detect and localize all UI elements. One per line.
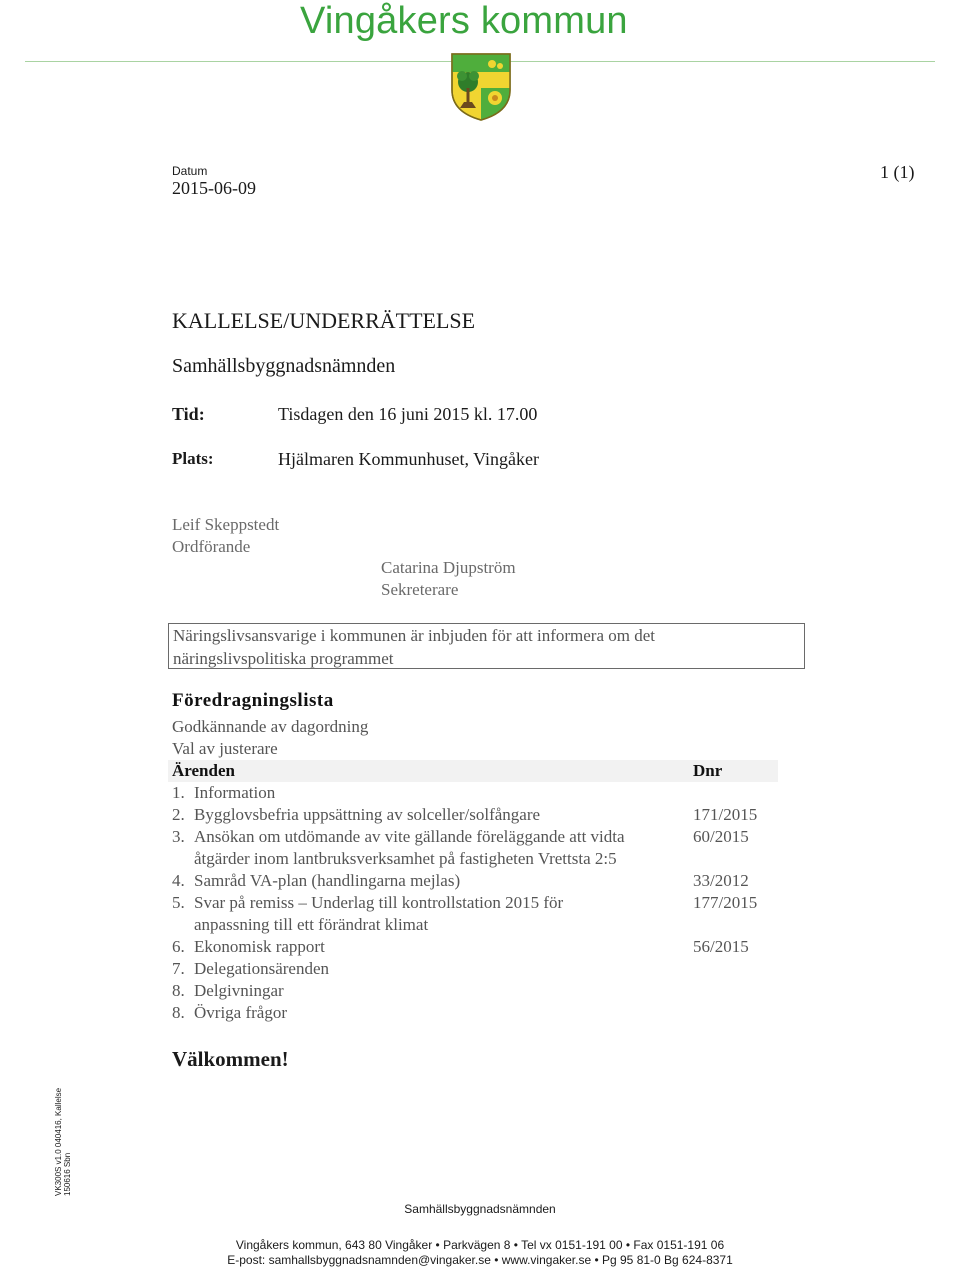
secretary-name: Catarina Djupström bbox=[381, 558, 516, 577]
agenda-item bbox=[172, 870, 778, 892]
item-text: Samråd VA-plan (handlingarna mejlas) bbox=[194, 871, 461, 890]
agenda bbox=[172, 690, 778, 1024]
dnr-column-header: Dnr bbox=[693, 761, 723, 780]
closing-greeting: Välkommen! bbox=[172, 1047, 289, 1071]
date-label: Datum bbox=[172, 164, 208, 178]
item-number: 8. bbox=[172, 1003, 185, 1022]
item-dnr: 177/2015 bbox=[693, 893, 758, 912]
item-number: 8. bbox=[172, 981, 185, 1000]
document-date: 2015-06-09 bbox=[172, 178, 256, 198]
document-template-code bbox=[54, 1088, 72, 1196]
agenda-heading: Föredragningslista bbox=[172, 690, 334, 711]
item-text: Övriga frågor bbox=[194, 1003, 287, 1022]
item-text-line: anpassning till ett förändrat klimat bbox=[194, 915, 429, 934]
invitation-notice-box bbox=[168, 623, 805, 669]
agenda-item bbox=[172, 1002, 778, 1024]
committee-name: Samhällsbyggnadsnämnden bbox=[172, 355, 396, 377]
footer-address: Vingåkers kommun, 643 80 Vingåker • Parkvägen 8 • Tel vx 0151-191 00 • Fax 0151-191 06 bbox=[235, 1238, 725, 1252]
item-text: Bygglovsbefria uppsättning av solceller/solfångare bbox=[194, 805, 541, 824]
matters-column-header: Ärenden bbox=[172, 761, 235, 780]
item-dnr: 56/2015 bbox=[693, 937, 749, 956]
agenda-table-header bbox=[168, 760, 778, 782]
item-dnr: 33/2012 bbox=[693, 871, 749, 890]
item-text-line: Ansökan om utdömande av vite gällande föreläggande att vidta bbox=[194, 827, 625, 846]
footer-contact: E-post: samhallsbyggnadsnamnden@vingaker.se • www.vingaker.se • Pg 95 81-0 Bg 624-8371 bbox=[227, 1253, 733, 1267]
agenda-intro-item: Godkännande av dagordning bbox=[172, 717, 369, 736]
item-dnr bbox=[693, 958, 778, 980]
footer-unit: Samhällsbyggnadsnämnden bbox=[404, 1202, 556, 1216]
item-text-line: Svar på remiss – Underlag till kontrollstation 2015 för bbox=[194, 893, 564, 912]
item-dnr bbox=[693, 782, 778, 804]
place-label: Plats: bbox=[172, 449, 214, 468]
item-text: Ekonomisk rapport bbox=[194, 937, 325, 956]
notice-line: Näringslivsansvarige i kommunen är inbjuden för att informera om det bbox=[173, 626, 656, 645]
page-number: 1 (1) bbox=[880, 162, 915, 182]
notice-line: näringslivspolitiska programmet bbox=[173, 649, 394, 668]
agenda-item bbox=[172, 892, 778, 936]
item-number: 5. bbox=[172, 893, 185, 912]
item-text bbox=[194, 826, 693, 870]
item-dnr bbox=[693, 1002, 778, 1024]
item-dnr: 60/2015 bbox=[693, 827, 749, 846]
chair-name: Leif Skeppstedt bbox=[172, 515, 280, 534]
agenda-item bbox=[172, 936, 778, 958]
item-number: 6. bbox=[172, 937, 185, 956]
agenda-item bbox=[172, 804, 778, 826]
item-text-line: åtgärder inom lantbruksverksamhet på fastigheten Vrettsta 2:5 bbox=[194, 849, 617, 868]
time-value: Tisdagen den 16 juni 2015 kl. 17.00 bbox=[278, 404, 538, 424]
item-number: 2. bbox=[172, 805, 185, 824]
municipal-coat-of-arms-icon bbox=[450, 52, 512, 122]
item-number: 3. bbox=[172, 827, 185, 846]
item-number: 7. bbox=[172, 959, 185, 978]
agenda-item bbox=[172, 782, 778, 804]
document-title: KALLELSE/UNDERRÄTTELSE bbox=[172, 308, 476, 333]
secretary-role: Sekreterare bbox=[381, 580, 459, 599]
item-text: Delgivningar bbox=[194, 981, 284, 1000]
time-label: Tid: bbox=[172, 404, 205, 424]
org-name: Vingåkers kommun bbox=[300, 0, 628, 42]
agenda-item bbox=[172, 980, 778, 1002]
agenda-intro-item: Val av justerare bbox=[172, 739, 278, 758]
item-number: 1. bbox=[172, 783, 185, 802]
agenda-item bbox=[172, 958, 778, 980]
item-text: Delegationsärenden bbox=[194, 959, 329, 978]
item-text: Information bbox=[194, 783, 276, 802]
item-text bbox=[194, 892, 693, 936]
item-dnr bbox=[693, 980, 778, 1002]
chair-role: Ordförande bbox=[172, 537, 251, 556]
item-dnr: 171/2015 bbox=[693, 805, 758, 824]
template-code-line: 150616 Sbn bbox=[63, 1152, 72, 1196]
place-value: Hjälmaren Kommunhuset, Vingåker bbox=[278, 449, 540, 469]
agenda-item bbox=[172, 826, 778, 870]
item-number: 4. bbox=[172, 871, 185, 890]
template-code-line: VK300S v1.0 040416, Kallelse bbox=[54, 1087, 63, 1196]
